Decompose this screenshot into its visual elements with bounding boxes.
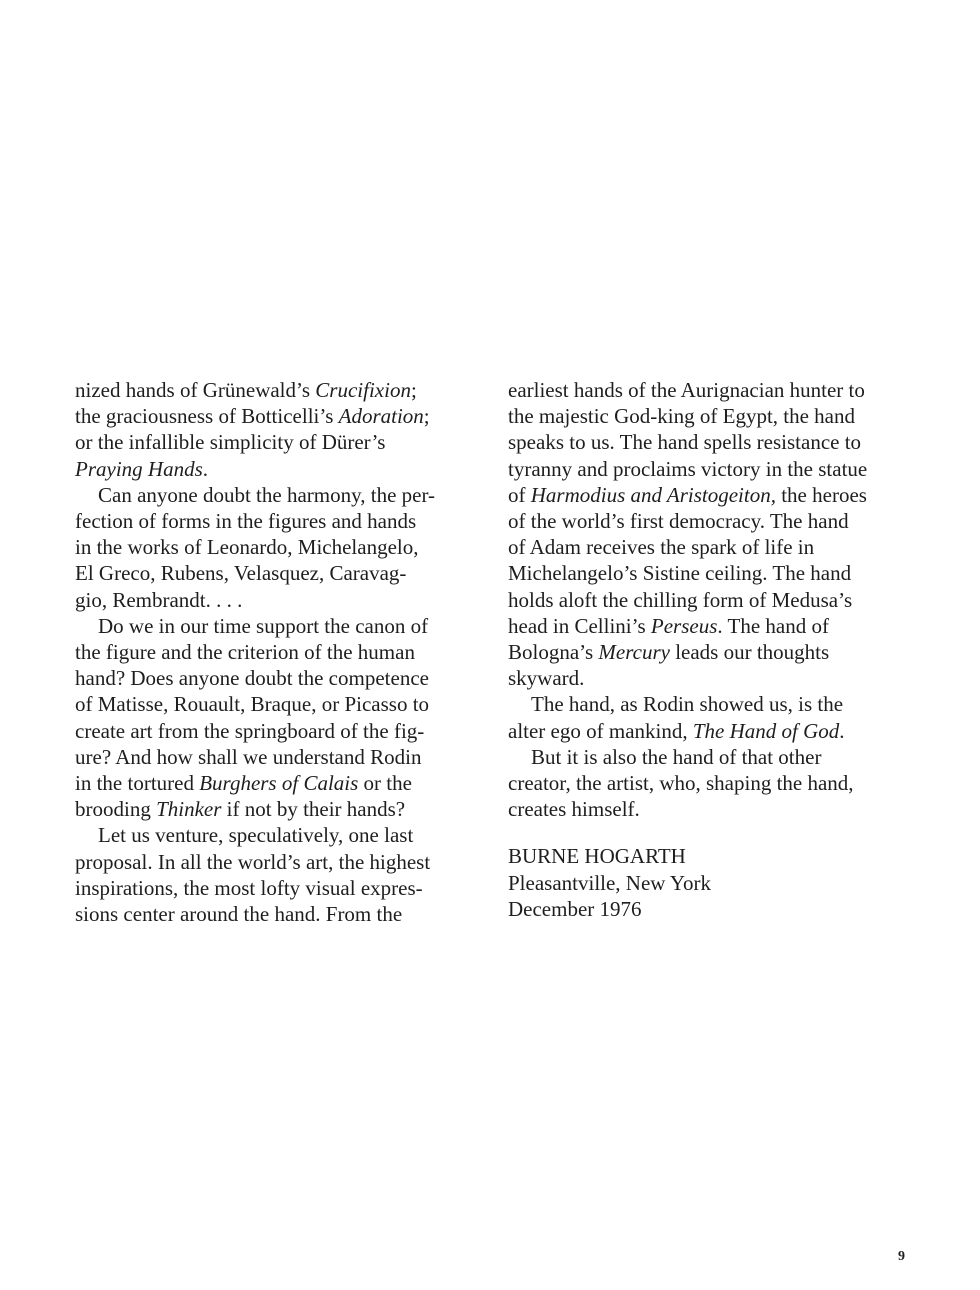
text-run: hand? Does anyone doubt the competence <box>75 666 429 691</box>
text-line <box>508 896 918 922</box>
text-run: of the world’s first democracy. The hand <box>508 509 849 534</box>
text-run: of <box>508 482 531 507</box>
text-run: . The hand of <box>717 613 829 638</box>
text-line <box>75 403 485 429</box>
text-line <box>508 456 918 482</box>
text-line <box>508 560 918 586</box>
text-line <box>508 744 918 770</box>
text-run: inspirations, the most lofty visual expres- <box>75 875 423 900</box>
text-line <box>508 482 918 508</box>
italic-title: Adoration <box>338 404 424 429</box>
text-run: of Adam receives the spark of life in <box>508 535 815 560</box>
text-run: Can anyone doubt the harmony, the per- <box>98 482 436 507</box>
text-line <box>75 718 485 744</box>
text-line <box>508 377 918 403</box>
text-run: or the <box>358 771 412 796</box>
text-line <box>75 613 485 639</box>
text-line <box>75 534 485 560</box>
text-run: The hand, as Rodin showed us, is the <box>531 692 844 717</box>
text-run: ; <box>410 378 417 402</box>
text-line <box>75 456 485 482</box>
text-run: speaks to us. The hand spells resistance to <box>508 430 862 455</box>
text-run: fection of forms in the figures and hands <box>75 509 417 534</box>
text-line <box>75 691 485 717</box>
italic-title: Harmodius and Aristogeiton, <box>530 482 776 507</box>
text-run: creates himself. <box>508 797 640 822</box>
text-run: tyranny and proclaims victory in the statue <box>508 456 868 481</box>
text-line <box>75 429 485 455</box>
text-run: sions center around the hand. From the <box>75 902 403 927</box>
text-line <box>75 849 485 875</box>
text-line <box>508 691 918 717</box>
text-line <box>508 770 918 796</box>
text-line <box>508 508 918 534</box>
text-line <box>75 639 485 665</box>
text-run: BURNE HOGARTH <box>508 844 686 869</box>
text-run: holds aloft the chilling form of Medusa’s <box>508 587 853 612</box>
text-line <box>75 665 485 691</box>
text-run: the majestic God-king of Egypt, the hand <box>508 404 856 429</box>
text-run: Do we in our time support the canon of <box>98 613 429 638</box>
text-line <box>75 875 485 901</box>
page-number: 9 <box>898 1249 905 1264</box>
text-run: alter ego of mankind, <box>508 718 693 743</box>
text-line <box>75 508 485 534</box>
italic-title: Thinker <box>156 797 222 822</box>
text-line <box>508 534 918 560</box>
text-line <box>508 843 918 869</box>
text-line <box>75 482 485 508</box>
text-run: or the infallible simplicity of Dürer’s <box>75 430 386 455</box>
italic-title: Burghers of Calais <box>199 771 359 796</box>
text-line <box>508 718 918 744</box>
text-run: the heroes <box>775 482 867 507</box>
text-run: But it is also the hand of that other <box>531 744 822 769</box>
text-run: head in Cellini’s <box>508 613 651 638</box>
text-line <box>75 901 485 927</box>
text-line <box>75 822 485 848</box>
italic-title: Perseus <box>650 613 718 638</box>
text-run: . <box>202 456 208 481</box>
text-line <box>75 560 485 586</box>
left-text-column <box>75 377 485 927</box>
text-run: of Matisse, Rouault, Braque, or Picasso to <box>75 692 430 717</box>
text-run: the graciousness of Botticelli’s <box>75 404 339 429</box>
text-line <box>508 613 918 639</box>
text-line <box>75 770 485 796</box>
text-run: brooding <box>75 797 157 822</box>
text-run: gio, Rembrandt. . . . <box>75 587 243 612</box>
text-line <box>508 796 918 822</box>
text-run: December 1976 <box>508 896 642 921</box>
text-run: proposal. In all the world’s art, the highest <box>75 849 431 874</box>
text-line <box>508 403 918 429</box>
text-line <box>508 870 918 896</box>
text-run: in the works of Leonardo, Michelangelo, <box>75 535 419 560</box>
text-run: leads our thoughts <box>669 640 830 665</box>
text-line <box>75 744 485 770</box>
text-run: Pleasantville, New York <box>508 870 711 895</box>
text-run: ure? And how shall we understand Rodin <box>75 744 422 769</box>
text-run: El Greco, Rubens, Velasquez, Caravag- <box>75 561 407 586</box>
italic-title: Mercury <box>598 640 670 665</box>
italic-title: Praying Hands <box>75 456 203 481</box>
text-run: nized hands of Grünewald’s <box>75 378 316 402</box>
text-line <box>508 665 918 691</box>
text-run: Bologna’s <box>508 640 599 665</box>
text-line <box>508 639 918 665</box>
text-run: if not by their hands? <box>221 797 406 822</box>
text-run: ; <box>423 404 430 429</box>
text-run: create art from the springboard of the fig- <box>75 718 425 743</box>
text-line <box>508 587 918 613</box>
text-line <box>508 429 918 455</box>
text-run: skyward. <box>508 666 585 691</box>
text-run: in the tortured <box>75 771 200 796</box>
italic-title: The Hand of God <box>692 718 840 743</box>
text-line <box>75 587 485 613</box>
text-run: earliest hands of the Aurignacian hunter to <box>508 378 865 402</box>
text-line <box>75 377 485 403</box>
italic-title: Crucifixion <box>315 378 411 402</box>
text-run: . <box>839 718 845 743</box>
text-run: Let us venture, speculatively, one last <box>98 823 414 848</box>
text-run: Michelangelo’s Sistine ceiling. The hand <box>508 561 852 586</box>
text-run: the figure and the criterion of the human <box>75 640 415 665</box>
text-line <box>75 796 485 822</box>
right-text-column <box>508 377 918 922</box>
text-run: creator, the artist, who, shaping the hand, <box>508 771 854 796</box>
